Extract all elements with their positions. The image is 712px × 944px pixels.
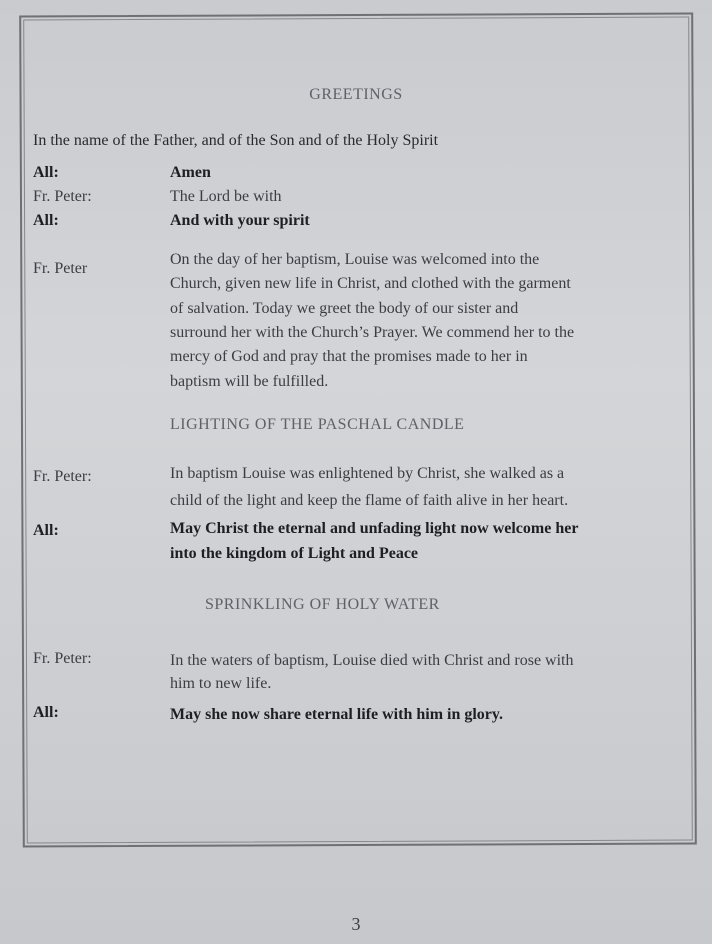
water-priest-line-2: him to new life.: [170, 675, 272, 692]
speaker-label: Fr. Peter:: [33, 650, 92, 667]
heading-holy-water: SPRINKLING OF HOLY WATER: [205, 596, 440, 613]
water-priest-line-1: In the waters of baptism, Louise died with Christ and rose with: [170, 652, 574, 669]
intro-invocation: In the name of the Father, and of the Son and of the Holy Spirit: [33, 132, 439, 149]
candle-all-line-2: into the kingdom of Light and Peace: [170, 545, 419, 562]
speaker-label: All:: [33, 522, 59, 539]
prayer-line-2: Church, given new life in Christ, and clothed with the garment: [170, 275, 571, 292]
speaker-label: Fr. Peter:: [33, 468, 92, 485]
speaker-label: Fr. Peter: [33, 260, 88, 277]
speaker-label: All:: [33, 212, 59, 229]
water-all-line-1: May she now share eternal life with him in glory.: [170, 706, 504, 723]
page-number: 3: [351, 914, 361, 934]
prayer-line-1: On the day of her baptism, Louise was welcomed into the: [170, 251, 540, 268]
candle-all-line-1: May Christ the eternal and unfading light now welcome her: [170, 520, 579, 537]
prayer-line-3: of salvation. Today we greet the body of our sister and: [170, 300, 519, 317]
prayer-line-5: mercy of God and pray that the promises made to her in: [170, 348, 528, 365]
candle-priest-line-1: In baptism Louise was enlightened by Christ, she walked as a: [170, 465, 565, 482]
response-text: And with your spirit: [170, 212, 310, 229]
response-text: The Lord be with: [170, 188, 282, 205]
heading-paschal-candle: LIGHTING OF THE PASCHAL CANDLE: [170, 416, 465, 433]
heading-greetings: GREETINGS: [309, 86, 403, 103]
response-text: Amen: [170, 164, 211, 181]
speaker-label: Fr. Peter:: [33, 188, 92, 205]
prayer-line-6: baptism will be fulfilled.: [170, 373, 329, 390]
prayer-line-4: surround her with the Church’s Prayer. We commend her to the: [170, 324, 575, 341]
speaker-label: All:: [33, 164, 59, 181]
candle-priest-line-2: child of the light and keep the flame of faith alive in her heart.: [170, 492, 569, 509]
speaker-label: All:: [33, 704, 59, 721]
